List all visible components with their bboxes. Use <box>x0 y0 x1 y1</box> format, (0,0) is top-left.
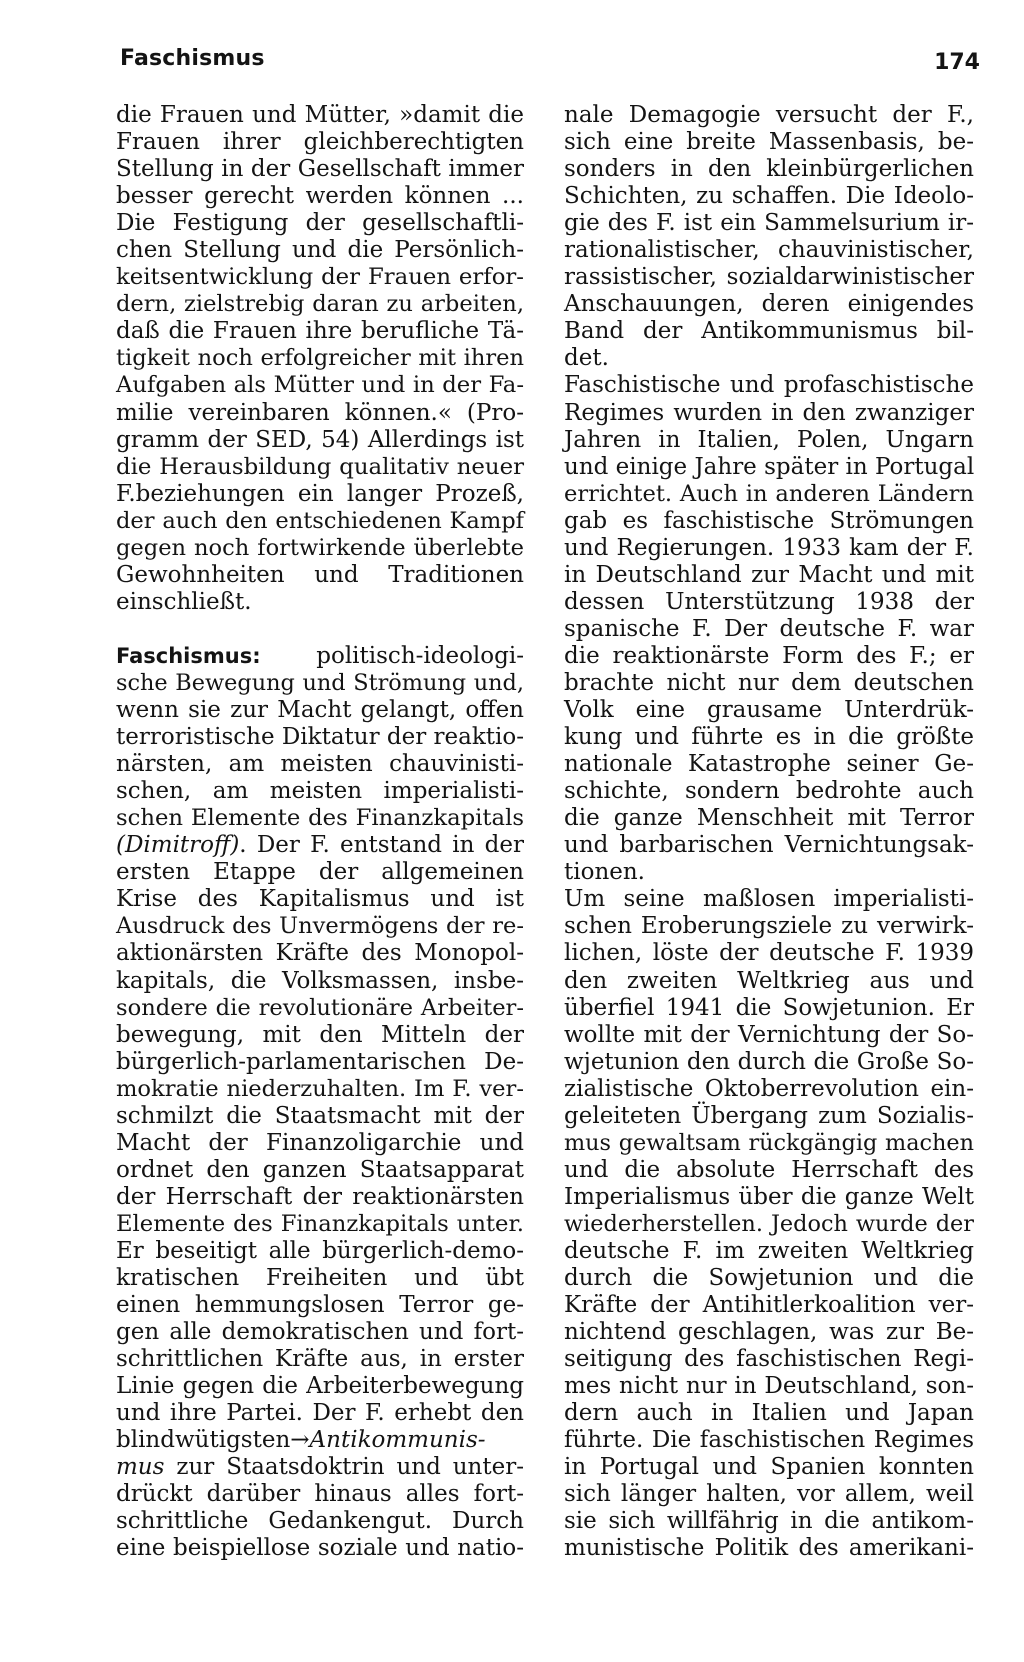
text-line: die Frauen und Mütter, »damit die <box>116 102 524 128</box>
text-line: dessen Unterstützung 1938 der <box>564 588 974 615</box>
text-line: der auch den entschiedenen Kampf <box>116 507 524 534</box>
text-line: wiederherstellen. Jedoch wurde der <box>564 1210 974 1237</box>
text-line: eine beispiellose soziale und natio- <box>116 1535 524 1562</box>
text-line: wenn sie zur Macht gelangt, offen <box>116 697 524 724</box>
text-line: Band der Antikommunismus bil- <box>564 318 974 345</box>
citation-line-text: . Der F. entstand in der <box>239 832 524 859</box>
text-line: F.beziehungen ein langer Prozeß, <box>116 480 524 507</box>
citation-line <box>116 832 524 859</box>
text-line: Jahren in Italien, Polen, Ungarn <box>564 426 974 453</box>
text-line: Kräfte der Antihitlerkoalition ver- <box>564 1292 974 1319</box>
entry-lemma: Faschismus: <box>116 643 261 668</box>
text-line: daß die Frauen ihre berufliche Tä- <box>116 318 524 345</box>
text-line: spanische F. Der deutsche F. war <box>564 615 974 642</box>
text-line: schen Eroberungsziele zu verwirk- <box>564 913 974 940</box>
text-line: rassistischer, sozialdarwinistischer <box>564 264 974 291</box>
text-line: schichte, sondern bedrohte auch <box>564 778 974 805</box>
paragraph-gap <box>116 616 524 643</box>
text-line: drückt darüber hinaus alles fort- <box>116 1481 524 1508</box>
text-line: gramm der SED, 54) Allerdings ist <box>116 426 524 453</box>
text-line: zialistische Oktoberrevolution ein- <box>564 1075 974 1102</box>
entry-first-line <box>116 643 524 670</box>
cross-reference-continuation-text: zur Staatsdoktrin und unter- <box>164 1454 524 1481</box>
text-line: tigkeit noch erfolgreicher mit ihren <box>116 345 524 372</box>
text-line: kung und führte es in die größte <box>564 724 974 751</box>
text-line: die reaktionärste Form des F.; er <box>564 642 974 669</box>
text-line: errichtet. Auch in anderen Ländern <box>564 480 974 507</box>
text-line: Linie gegen die Arbeiterbewegung <box>116 1373 524 1400</box>
text-line: lichen, löste der deutsche F. 1939 <box>564 940 974 967</box>
text-line: mus gewaltsam rückgängig machen <box>564 1129 974 1156</box>
text-line: Die Festigung der gesellschaftli- <box>116 210 524 237</box>
text-line: und einige Jahre später in Portugal <box>564 453 975 480</box>
text-line: sche Bewegung und Strömung und, <box>116 669 524 696</box>
cross-reference-term[interactable]: Antikommunis- <box>309 1427 486 1454</box>
text-line: wollte mit der Vernichtung der So- <box>564 1021 974 1048</box>
text-line: sondere die revolutionäre Arbeiter- <box>116 994 524 1021</box>
text-line: rationalistischer, chauvinistischer, <box>564 237 974 264</box>
text-line: dern, zielstrebig daran zu arbeiten, <box>116 291 524 318</box>
text-line: schmilzt die Staatsmacht mit der <box>116 1102 524 1129</box>
text-line: schrittliche Gedankengut. Durch <box>116 1508 524 1535</box>
text-line: Er beseitigt alle bürgerlich-demo- <box>116 1237 524 1264</box>
text-line: ordnet den ganzen Staatsapparat <box>116 1156 524 1183</box>
text-line: nationale Katastrophe seiner Ge- <box>564 751 974 778</box>
text-line: einen hemmungslosen Terror ge- <box>116 1292 524 1319</box>
text-line: Schichten, zu schaffen. Die Ideolo- <box>564 183 974 210</box>
text-line: den zweiten Weltkrieg aus und <box>564 967 974 994</box>
text-line: Anschauungen, deren einigendes <box>564 291 974 318</box>
text-line: chen Stellung und die Persönlich- <box>116 237 524 264</box>
text-line: det. <box>564 345 609 372</box>
text-line: kapitals, die Volksmassen, insbe- <box>116 967 524 994</box>
text-line: Elemente des Finanzkapitals unter. <box>116 1210 524 1237</box>
text-line: Frauen ihrer gleichberechtigten <box>116 129 524 156</box>
text-line: milie vereinbaren können.« (Pro- <box>116 399 524 426</box>
cross-reference-term-end[interactable]: mus <box>116 1454 165 1481</box>
text-line: bewegung, mit den Mitteln der <box>116 1021 524 1048</box>
text-line: Macht der Finanzoligarchie und <box>116 1129 524 1156</box>
text-line: Imperialismus über die ganze Welt <box>564 1183 974 1210</box>
text-line: schen, am meisten imperialisti- <box>116 778 524 805</box>
text-line: nale Demagogie versucht der F., <box>564 102 974 128</box>
text-line: Gewohnheiten und Traditionen <box>116 561 524 588</box>
text-line: tionen. <box>564 859 645 886</box>
text-line: deutsche F. im zweiten Weltkrieg <box>564 1237 974 1264</box>
entry-first-line-text: politisch-ideologi- <box>260 642 524 669</box>
text-line: die ganze Menschheit mit Terror <box>564 805 974 832</box>
text-line: aktionärsten Kräfte des Monopol- <box>116 940 524 967</box>
text-line: Krise des Kapitalismus und ist <box>116 886 524 913</box>
text-line: überfiel 1941 die Sowjetunion. Er <box>564 994 974 1021</box>
text-line: der Herrschaft der reaktionärsten <box>116 1183 524 1210</box>
text-line: die Herausbildung qualitativ neuer <box>116 453 524 480</box>
text-line: und ihre Partei. Der F. erhebt den <box>116 1400 524 1427</box>
right-column <box>564 102 974 1563</box>
text-line: ersten Etappe der allgemeinen <box>116 859 524 886</box>
text-line: gab es faschistische Strömungen <box>564 507 974 534</box>
text-line: wjetunion den durch die Große So- <box>564 1048 974 1075</box>
text-line: geleiteten Übergang zum Sozialis- <box>564 1102 974 1129</box>
text-line: seitigung des faschistischen Regi- <box>564 1346 974 1373</box>
text-line: sonders in den kleinbürgerlichen <box>564 156 974 183</box>
text-line: Ausdruck des Unvermögens der re- <box>116 913 524 940</box>
text-line: und Regierungen. 1933 kam der F. <box>564 534 974 561</box>
cross-reference-lead: blindwütigsten <box>116 1427 291 1454</box>
running-head-title: Faschismus <box>120 46 265 71</box>
text-line: sich länger halten, vor allem, weil <box>564 1481 974 1508</box>
cross-reference-line <box>116 1427 524 1454</box>
text-line: närsten, am meisten chauvinisti- <box>116 751 524 778</box>
text-line: sich eine breite Massenbasis, be- <box>564 129 974 156</box>
author-citation: (Dimitroff) <box>116 832 240 859</box>
text-line: in Portugal und Spanien konnten <box>564 1454 974 1481</box>
text-line: führte. Die faschistischen Regimes <box>564 1427 974 1454</box>
text-line: nichtend geschlagen, was zur Be- <box>564 1319 974 1346</box>
text-line: sie sich willfährig in die antikom- <box>564 1508 974 1535</box>
text-line: und barbarischen Vernichtungsak- <box>564 832 974 859</box>
text-line: gen alle demokratischen und fort- <box>116 1319 524 1346</box>
text-line: kratischen Freiheiten und übt <box>116 1265 524 1292</box>
text-line: terroristische Diktatur der reaktio- <box>116 724 525 751</box>
text-line: mokratie niederzuhalten. Im F. ver- <box>116 1075 524 1102</box>
text-line: Um seine maßlosen imperialisti- <box>564 886 974 913</box>
text-line: schrittlichen Kräfte aus, in erster <box>116 1346 524 1373</box>
text-line: munistische Politik des amerikani- <box>564 1535 974 1562</box>
text-line: besser gerecht werden können ... <box>116 183 524 210</box>
text-line: brachte nicht nur dem deutschen <box>564 669 974 696</box>
text-line: gie des F. ist ein Sammelsurium ir- <box>564 210 974 237</box>
text-line: schen Elemente des Finanzkapitals <box>116 805 524 832</box>
running-head <box>120 46 980 76</box>
cross-reference-continuation <box>116 1454 524 1481</box>
text-line: Faschistische und profaschistische <box>564 372 974 399</box>
text-line: Aufgaben als Mütter und in der Fa- <box>116 372 524 399</box>
page-number: 174 <box>934 50 980 75</box>
text-line: mes nicht nur in Deutschland, son- <box>564 1373 974 1400</box>
text-line: und die absolute Herrschaft des <box>564 1156 974 1183</box>
left-column <box>116 102 524 1563</box>
text-line: gegen noch fortwirkende überlebte <box>116 534 524 561</box>
text-line: Regimes wurden in den zwanziger <box>564 399 974 426</box>
text-line: einschließt. <box>116 588 252 615</box>
text-line: Volk eine grausame Unterdrük- <box>564 697 974 724</box>
text-line: durch die Sowjetunion und die <box>564 1265 974 1292</box>
text-line: dern auch in Italien und Japan <box>564 1400 974 1427</box>
text-line: keitsentwicklung der Frauen erfor- <box>116 264 524 291</box>
text-line: bürgerlich-parlamentarischen De- <box>116 1048 524 1075</box>
text-line: Stellung in der Gesellschaft immer <box>116 156 524 183</box>
cross-reference-arrow-icon: → <box>290 1427 310 1454</box>
text-line: in Deutschland zur Macht und mit <box>564 561 974 588</box>
